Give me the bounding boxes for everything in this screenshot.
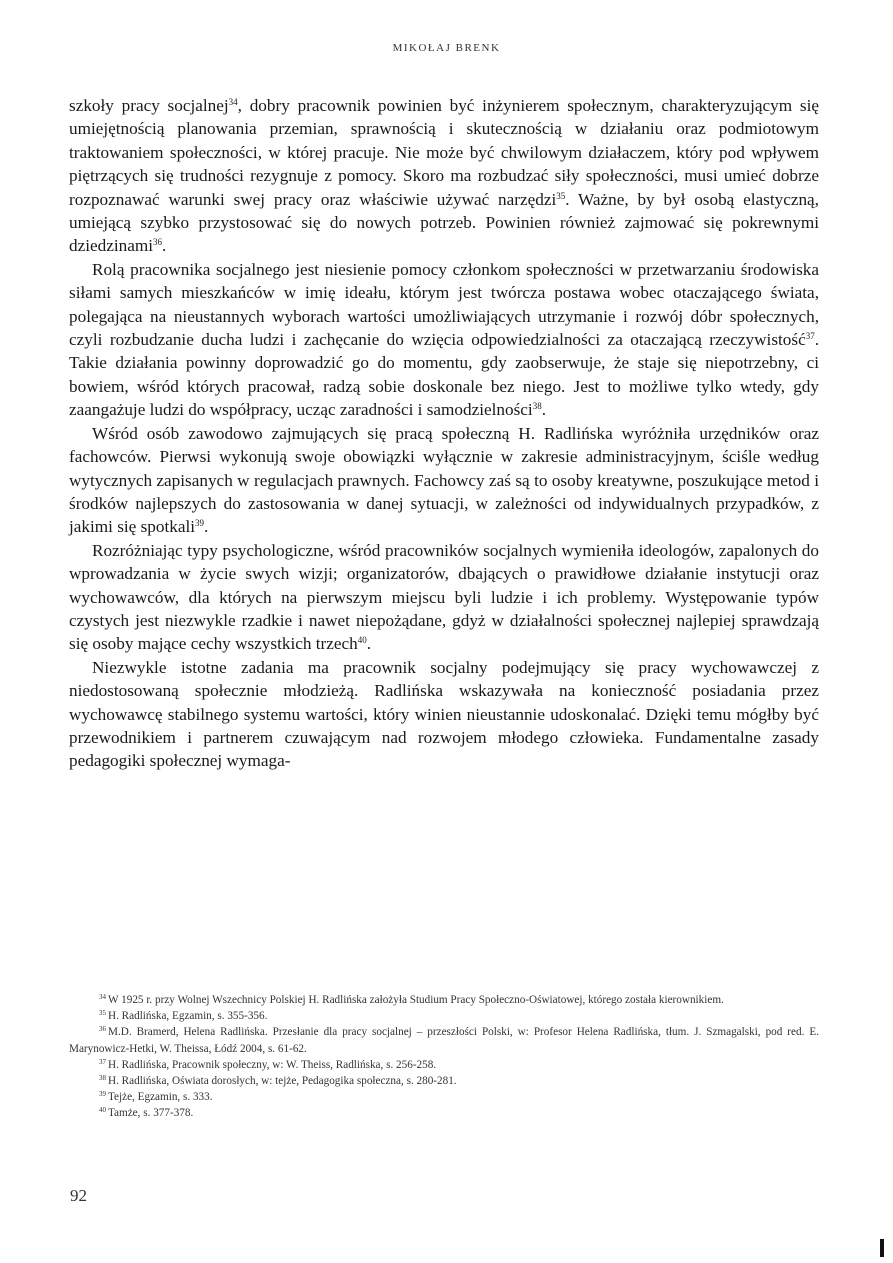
text-run: . bbox=[162, 236, 167, 256]
footnote-ref[interactable]: 40 bbox=[357, 635, 367, 646]
body-text bbox=[69, 94, 819, 773]
text-run: Wśród osób zawodowo zajmujących się pracą społeczną H. Radlińska wyróżniła urzędników oraz fachowców. Pierwsi wykonują swoje obowiązki wyłącznie w zakresie administracyjnym, ściśle według wytycznych zapisanych w regulacjach prawnych. Fachowcy zaś są to osoby kreatywne, poszukujące metod i środków najlepszych do zastosowania w danej sytuacji, w zależności od indywidualnych przypadków, z jakimi się spotkali bbox=[69, 423, 819, 537]
footnote-number: 36 bbox=[99, 1025, 106, 1034]
footnote-number: 38 bbox=[99, 1074, 106, 1083]
footnotes bbox=[69, 992, 819, 1122]
paragraph bbox=[69, 422, 819, 539]
footnote-ref[interactable]: 39 bbox=[195, 518, 205, 529]
text-run: . bbox=[204, 517, 209, 537]
footnote bbox=[69, 1105, 819, 1121]
text-run: Rozróżniając typy psychologiczne, wśród pracowników socjalnych wymieniła ideologów, zapalonych do wprowadzania w życie swych wizji; organizatorów, dbających o prawidłowe działanie instytucji oraz wychowawców, dla których na pierwszym miejscu byli ludzie i ich problemy. Występowanie typów czystych jest niezwykle rzadkie i nawet niepożądane, gdyż w działalności społecznej najlepiej sprawdzają się osoby mające cechy wszystkich trzech bbox=[69, 540, 819, 654]
footnote bbox=[69, 992, 819, 1008]
text-run: szkoły pracy socjalnej bbox=[69, 96, 229, 115]
footnote bbox=[69, 1057, 819, 1073]
footnote-number: 39 bbox=[99, 1090, 106, 1099]
footnote-number: 35 bbox=[99, 1009, 106, 1018]
footnote bbox=[69, 1024, 819, 1056]
footnote-text: W 1925 r. przy Wolnej Wszechnicy Polskiej H. Radlińska założyła Studium Pracy Społeczno-Oświatowej, którego została kierownikiem. bbox=[108, 994, 724, 1006]
text-run: Rolą pracownika socjalnego jest niesienie pomocy członkom społeczności w przetwarzaniu środowiska siłami samych mieszkańców w imię ideału, którym jest twórcza postawa wobec otaczającego świata, polegająca na nieustannych wyborach wartości umożliwiających utrzymanie i rozwój dóbr społecznych, czyli rozbudzanie ducha ludzi i zachęcanie do wzięcia odpowiedzialności za otaczającą rzeczywistość bbox=[69, 259, 819, 350]
footnote-text: H. Radlińska, Oświata dorosłych, w: tejże, Pedagogika społeczna, s. 280-281. bbox=[108, 1075, 457, 1088]
footnote-ref[interactable]: 38 bbox=[532, 401, 542, 412]
footnote-text: Tejże, Egzamin, s. 333. bbox=[108, 1091, 213, 1104]
footnote bbox=[69, 1008, 819, 1024]
text-run: . bbox=[366, 634, 372, 654]
paragraph bbox=[69, 539, 819, 656]
footnote-number: 40 bbox=[99, 1106, 106, 1115]
footnote-text: M.D. Bramerd, Helena Radlińska. Przesłanie dla pracy socjalnej – przeszłości Polski, w: Profesor Helena Radlińska, tłum. J. Szmagalski, pod red. E. Marynowicz-Hetki, W. Theissa, Łódź 2004, s. 61-62. bbox=[69, 1026, 819, 1055]
footnote-ref[interactable]: 36 bbox=[153, 237, 162, 248]
text-run: Niezwykle istotne zadania ma pracownik socjalny podejmujący się pracy wychowawczej z niedostosowaną społecznie młodzieżą. Radlińska wskazywała na konieczność posiadania przez wychowawcę stabilnego systemu wartości, który winien nieustannie udoskonalać. Dzięki temu mógłby być przewodnikiem i partnerem czuwającym nad rozwojem młodego człowieka. Fundamentalne zasady pedagogiki społecznej wymaga- bbox=[69, 657, 819, 771]
footnote-number: 34 bbox=[99, 993, 106, 1001]
page-number: 92 bbox=[70, 1186, 87, 1205]
footnote-text: Tamże, s. 377-378. bbox=[108, 1107, 194, 1120]
footnote-text: H. Radlińska, Pracownik społeczny, w: W. Theiss, Radlińska, s. 256-258. bbox=[108, 1058, 437, 1071]
text-run: , dobry pracownik powinien być inżynierem społecznym, charakteryzującym się umiejętnością planowania przemian, sprawnością i skutecznością w działaniu oraz podmiotowym traktowaniem społeczności, w której pracuje. Nie może być chwilowym działaczem, który pod wpływem piętrzących się trudności rezygnuje z pomocy. Skoro ma rozbudzać siły społeczności, musi umieć dobrze rozpoznawać warunki swej pracy oraz właściwie używać narzędzi bbox=[69, 96, 819, 209]
text-run: . bbox=[541, 400, 546, 420]
footnote-ref[interactable]: 37 bbox=[805, 331, 815, 342]
paragraph bbox=[69, 94, 819, 258]
paragraph bbox=[69, 656, 819, 773]
text-run: . Ważne, by był osobą elastyczną, umiejącą szybko przystosować się do nowych potrzeb. Powinien również zajmować się pokrewnymi dziedzinami bbox=[69, 189, 819, 256]
footnote-ref[interactable]: 34 bbox=[228, 97, 238, 107]
paragraph bbox=[69, 258, 819, 422]
footnote-number: 37 bbox=[99, 1057, 106, 1066]
footnote bbox=[69, 1089, 819, 1105]
running-header: MIKOŁAJ BRENK bbox=[392, 42, 501, 54]
footnote-text: H. Radlińska, Egzamin, s. 355-356. bbox=[108, 1010, 268, 1023]
footnote bbox=[69, 1073, 819, 1089]
text-run: . Takie działania powinny doprowadzić go do momentu, gdy zaobserwuje, że staje się niepotrzebny, ci bowiem, wśród których pracował, radzą sobie doskonale bez niego. Jest to możliwe tylko wtedy, gdy zaangażuje ludzi do współpracy, ucząc zaradności i samodzielności bbox=[69, 330, 819, 420]
scan-edge-mark bbox=[880, 1239, 884, 1257]
footnote-ref[interactable]: 35 bbox=[556, 190, 566, 201]
